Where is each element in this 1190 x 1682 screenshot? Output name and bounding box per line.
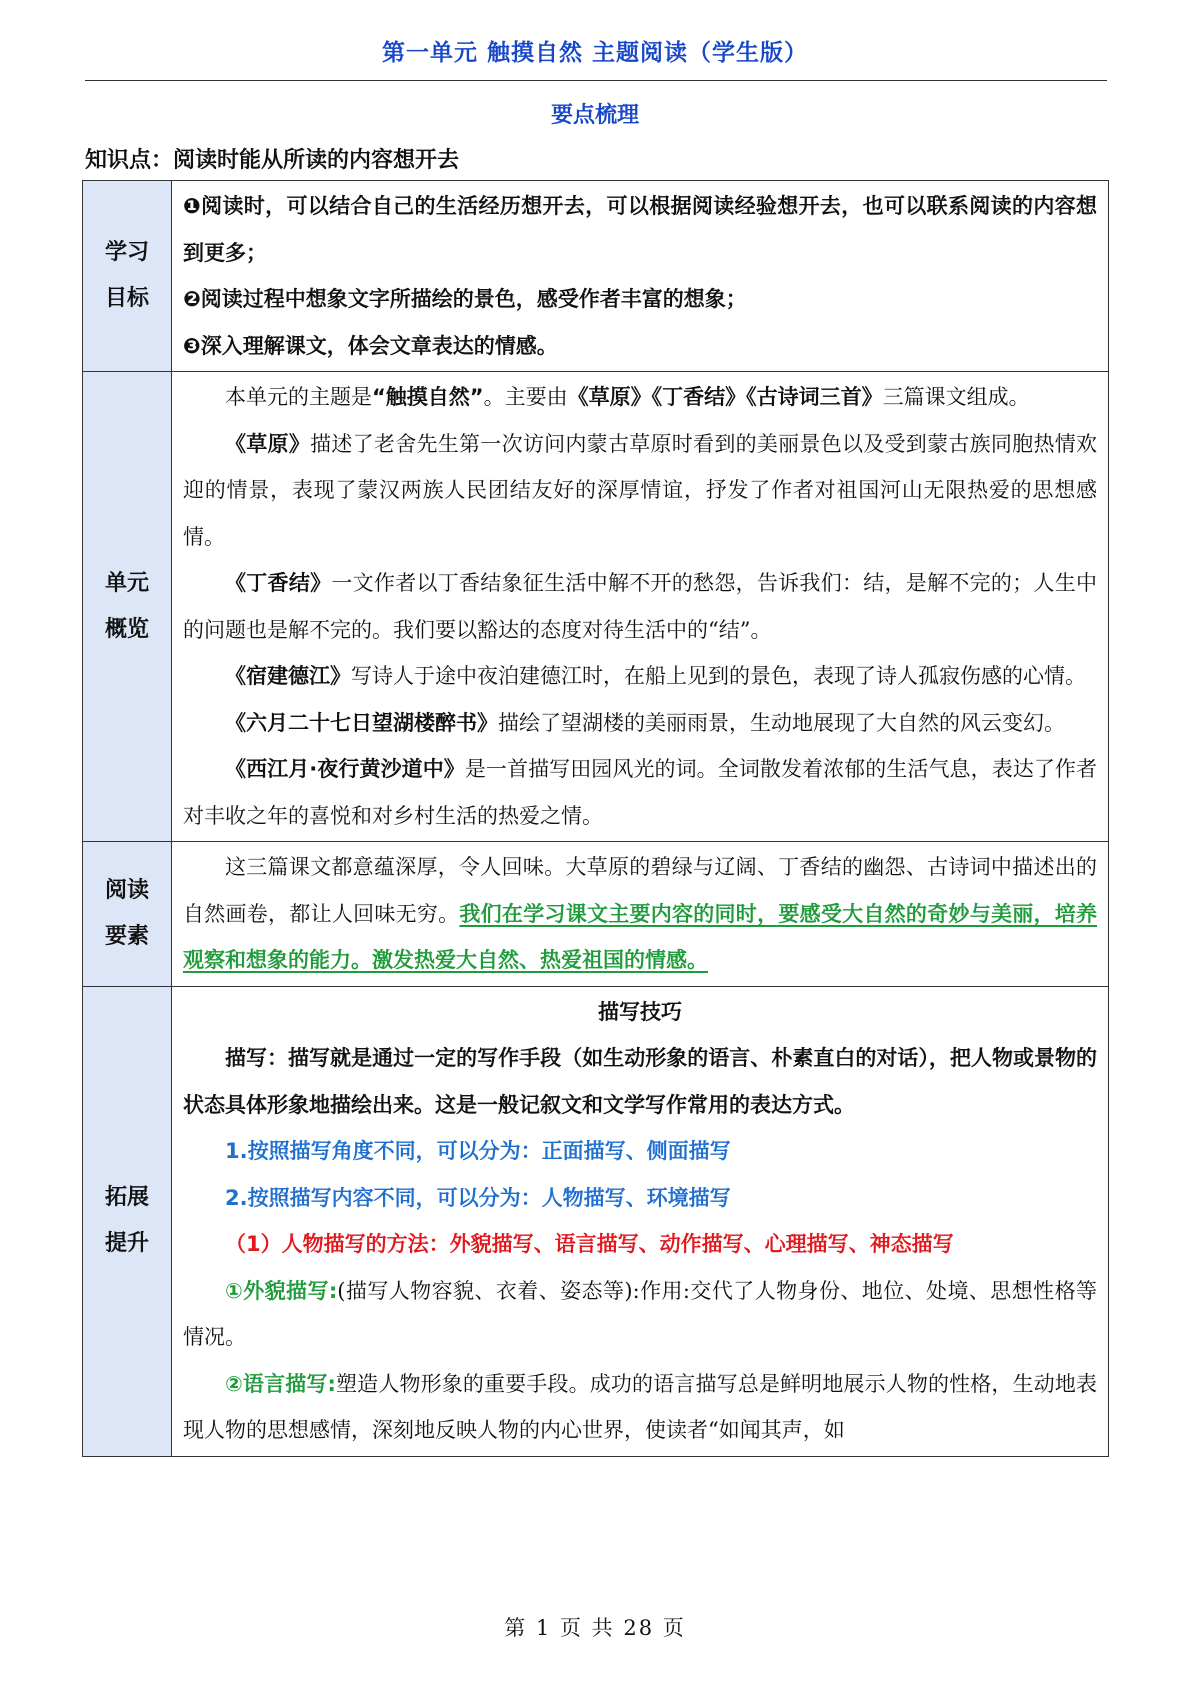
reading-label-line2: 要素 — [104, 923, 149, 949]
expand-method-2 — [183, 1361, 1097, 1454]
overview-item-title: 《宿建德江》 — [225, 664, 351, 688]
overview-item-title: 《丁香结》 — [225, 571, 332, 595]
overview-item — [183, 746, 1097, 839]
intro-post: 三篇课文组成。 — [882, 385, 1030, 409]
intro-pre: 本单元的主题是 — [225, 385, 372, 409]
goal-item: ❸深入理解课文，体会文章表达的情感。 — [183, 333, 558, 358]
goals-row — [83, 181, 1109, 372]
goal-item: ❶阅读时，可以结合自己的生活经历想开去，可以根据阅读经验想开去，也可以联系阅读的内容想到更多； — [183, 194, 1097, 265]
intro-titles: 《草原》《丁香结》《古诗词三首》 — [567, 385, 883, 409]
goals-label-line2: 目标 — [104, 286, 149, 311]
reading-row — [83, 842, 1109, 987]
overview-item — [183, 560, 1097, 653]
overview-row — [83, 372, 1109, 842]
overview-label — [83, 372, 172, 842]
overview-item-text: 描绘了望湖楼的美丽雨景，生动地展现了大自然的风云变幻。 — [498, 710, 1065, 735]
study-table — [82, 180, 1109, 1457]
reading-highlight: 我们在学习课文主要内容的同时，要感受大自然的奇妙与美丽，培养观察和想象的能力。激发热爱大自然、热爱祖国的情感。 — [183, 901, 1097, 972]
intro-theme: “触摸自然” — [372, 385, 484, 409]
expand-heading: 描写技巧 — [598, 999, 682, 1024]
expand-point-2: 2.按照描写内容不同，可以分为：人物描写、环境描写 — [225, 1185, 731, 1210]
expand-methods: （1）人物描写的方法：外貌描写、语言描写、动作描写、心理描写、神态描写 — [225, 1232, 954, 1256]
overview-label-line2: 概览 — [104, 616, 149, 642]
overview-item-title: 《六月二十七日望湖楼醉书》 — [225, 710, 498, 735]
overview-item-text: 描述了老舍先生第一次访问内蒙古草原时看到的美丽景色以及受到蒙古族同胞热情欢迎的情景，表现了蒙汉两族人民团结友好的深厚情谊，抒发了作者对祖国河山无限热爱的思想感情。 — [183, 431, 1098, 549]
method-2-text: 塑造人物形象的重要手段。成功的语言描写总是鲜明地展示人物的性格，生动地表现人物的思想感情，深刻地反映人物的内心世界，使读者“如闻其声，如 — [183, 1371, 1097, 1442]
overview-content — [172, 372, 1109, 842]
overview-item-text: 是一首描写田园风光的词。全词散发着浓郁的生活气息，表达了作者对丰收之年的喜悦和对乡村生活的热爱之情。 — [183, 757, 1097, 828]
goal-item: ❷阅读过程中想象文字所描绘的景色，感受作者丰富的想象； — [183, 287, 747, 311]
overview-item-title: 《草原》 — [225, 431, 311, 456]
expand-label — [83, 986, 172, 1456]
expand-method-1 — [183, 1268, 1097, 1361]
method-2-title: ②语言描写: — [225, 1371, 336, 1396]
expand-row — [83, 986, 1109, 1456]
overview-item-title: 《西江月·夜行黄沙道中》 — [225, 757, 465, 781]
knowledge-point: 知识点：阅读时能从所读的内容想开去 — [85, 148, 460, 173]
overview-intro — [183, 374, 1097, 421]
goals-label — [83, 181, 172, 372]
overview-item-text: 写诗人于途中夜泊建德江时，在船上见到的景色，表现了诗人孤寂伤感的心情。 — [351, 664, 1086, 688]
header-divider — [85, 80, 1107, 81]
overview-item — [183, 700, 1097, 747]
reading-text: 这三篇课文都意蕴深厚，令人回味。大草原的碧绿与辽阔、丁香结的幽怨、古诗词中描述出的自然画卷，都让人回味无穷。 — [183, 855, 1097, 926]
reading-label — [83, 842, 172, 987]
page-header-title: 第一单元 触摸自然 主题阅读（学生版） — [381, 40, 808, 66]
overview-label-line1: 单元 — [104, 570, 149, 596]
section-title: 要点梳理 — [550, 103, 639, 128]
overview-item-text: 一文作者以丁香结象征生活中解不开的愁怨，告诉我们：结，是解不完的；人生中的问题也是解不完的。我们要以豁达的态度对待生活中的“结”。 — [183, 571, 1097, 642]
expand-definition: 描写：描写就是通过一定的写作手段（如生动形象的语言、朴素直白的对话），把人物或景物的状态具体形象地描绘出来。这是一般记叙文和文学写作常用的表达方式。 — [183, 1046, 1097, 1117]
intro-mid: 。主要由 — [483, 385, 568, 409]
page-footer: 第 1 页 共 28 页 — [504, 1616, 686, 1640]
reading-paragraph — [183, 844, 1097, 984]
goals-content — [172, 181, 1109, 372]
expand-label-line1: 拓展 — [104, 1185, 149, 1210]
overview-item — [183, 421, 1097, 561]
overview-item — [183, 653, 1097, 700]
expand-label-line2: 提升 — [104, 1231, 149, 1256]
method-1-title: ①外貌描写: — [225, 1278, 338, 1303]
reading-content — [172, 842, 1109, 987]
method-1-text: (描写人物容貌、衣着、姿态等):作用:交代了人物身份、地位、处境、思想性格等情况。 — [183, 1278, 1097, 1349]
goals-label-line1: 学习 — [104, 240, 149, 265]
reading-label-line1: 阅读 — [104, 877, 149, 903]
expand-point-1: 1.按照描写角度不同，可以分为：正面描写、侧面描写 — [225, 1139, 731, 1163]
expand-content — [172, 986, 1109, 1456]
